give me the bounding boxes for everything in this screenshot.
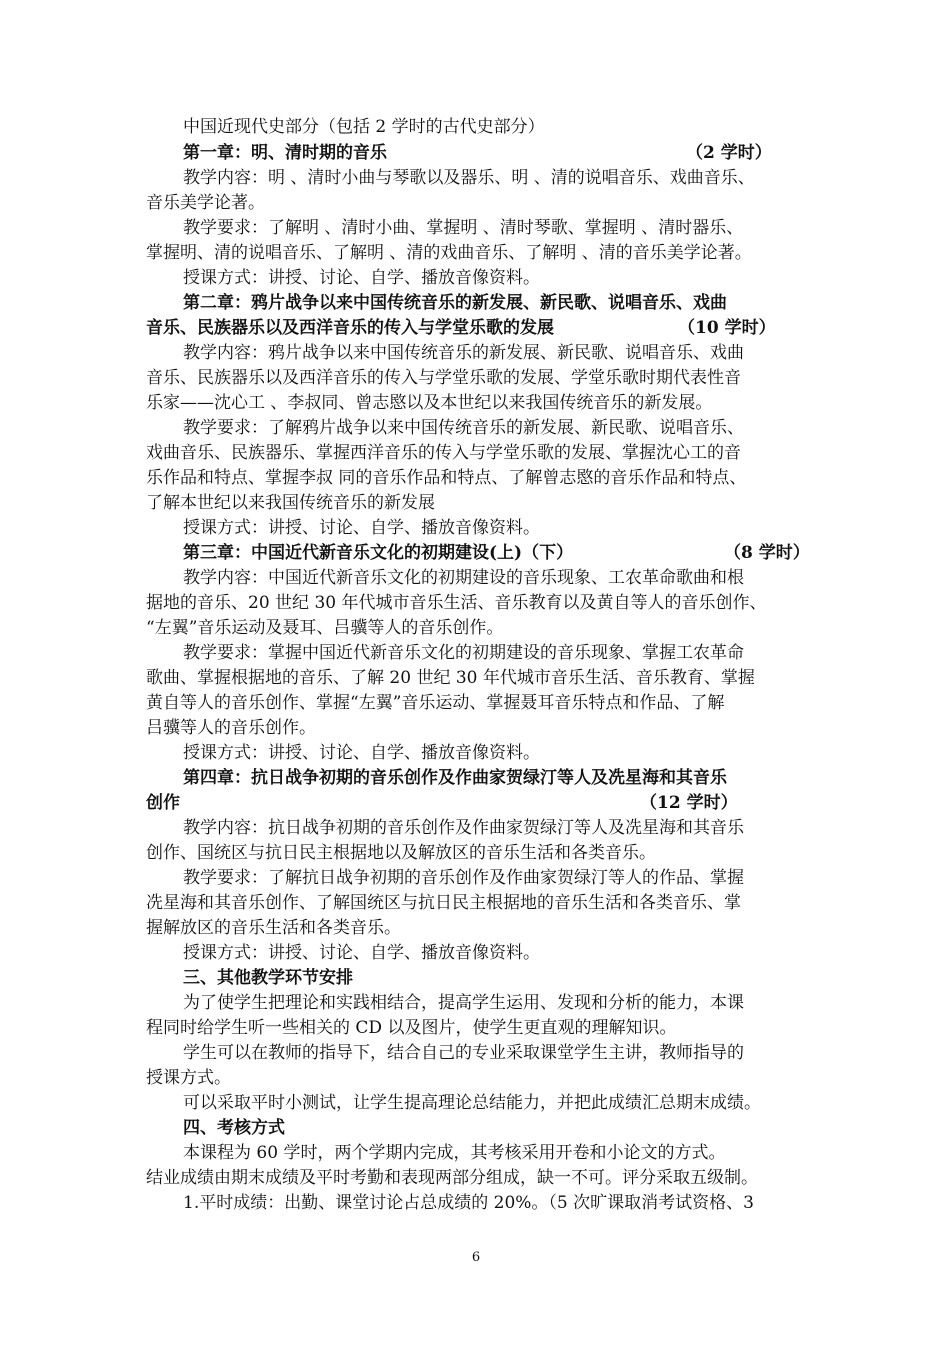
chapter-2-content-3: 乐家——沈心工 、李叔同、曾志愍以及本世纪以来我国传统音乐的新发展。 [146, 393, 713, 413]
chapter-4-heading-1: 第四章：抗日战争初期的音乐创作及作曲家贺绿汀等人及冼星海和其音乐 [183, 768, 727, 788]
chapter-2-method: 授课方式：讲授、讨论、自学、播放音像资料。 [183, 518, 540, 538]
section-3-para-2b: 授课方式。 [146, 1068, 231, 1088]
section-3-para-2a: 学生可以在教师的指导下，结合自己的专业采取课堂学生主讲，教师指导的 [183, 1043, 744, 1063]
section-3-heading: 三、其他教学环节安排 [183, 968, 353, 988]
chapter-4-method: 授课方式：讲授、讨论、自学、播放音像资料。 [183, 943, 540, 963]
chapter-3-heading: 第三章：中国近代新音乐文化的初期建设(上)（下） [183, 543, 574, 563]
chapter-1-heading: 第一章：明、清时期的音乐 [183, 143, 387, 163]
section-4-para-3: 1.平时成绩：出勤、课堂讨论占总成绩的 20%。（5 次旷课取消考试资格、3 [183, 1193, 754, 1213]
chapter-3-hours: （8 学时） [724, 543, 810, 563]
chapter-3-content-3: “左翼”音乐运动及聂耳、吕骥等人的音乐创作。 [146, 618, 504, 638]
chapter-3-method: 授课方式：讲授、讨论、自学、播放音像资料。 [183, 743, 540, 763]
chapter-2-content-2: 音乐、民族器乐以及西洋音乐的传入与学堂乐歌的发展、学堂乐歌时期代表性音 [146, 368, 741, 388]
chapter-2-heading-2: 音乐、民族器乐以及西洋音乐的传入与学堂乐歌的发展 [146, 318, 554, 338]
chapter-3-content-2: 据地的音乐、20 世纪 30 年代城市音乐生活、音乐教育以及黄自等人的音乐创作、 [146, 593, 767, 613]
chapter-1-requirement-1: 教学要求：了解明 、清时小曲、掌握明 、清时琴歌、掌握明 、清时器乐、 [183, 218, 744, 238]
chapter-3-content-1: 教学内容：中国近代新音乐文化的初期建设的音乐现象、工农革命歌曲和根 [183, 568, 744, 588]
chapter-1-content-2: 音乐美学论著。 [146, 193, 265, 213]
chapter-2-heading-1: 第二章：鸦片战争以来中国传统音乐的新发展、新民歌、说唱音乐、戏曲 [183, 293, 727, 313]
chapter-3-requirement-1: 教学要求：掌握中国近代新音乐文化的初期建设的音乐现象、掌握工农革命 [183, 643, 744, 663]
section-3-para-3: 可以采取平时小测试，让学生提高理论总结能力，并把此成绩汇总期末成绩。 [183, 1093, 761, 1113]
chapter-2-content-1: 教学内容：鸦片战争以来中国传统音乐的新发展、新民歌、说唱音乐、戏曲 [183, 343, 744, 363]
section-4-heading: 四、考核方式 [183, 1118, 285, 1138]
chapter-1-method: 授课方式：讲授、讨论、自学、播放音像资料。 [183, 268, 540, 288]
section-4-para-1: 本课程为 60 学时，两个学期内完成，其考核采用开卷和小论文的方式。 [183, 1143, 726, 1163]
chapter-2-requirement-1: 教学要求：了解鸦片战争以来中国传统音乐的新发展、新民歌、说唱音乐、 [183, 418, 744, 438]
chapter-2-hours: （10 学时） [678, 318, 776, 338]
chapter-1-hours: （2 学时） [686, 143, 772, 163]
chapter-4-requirement-3: 握解放区的音乐生活和各类音乐。 [146, 918, 401, 938]
chapter-4-requirement-2: 冼星海和其音乐创作、了解国统区与抗日民主根据地的音乐生活和各类音乐、掌 [146, 893, 741, 913]
chapter-3-requirement-4: 吕骥等人的音乐创作。 [146, 718, 316, 738]
section-4-para-2: 结业成绩由期末成绩及平时考勤和表现两部分组成，缺一不可。评分采取五级制。 [146, 1168, 758, 1188]
section-3-para-1b: 程同时给学生听一些相关的 CD 以及图片，使学生更直观的理解知识。 [146, 1018, 677, 1038]
chapter-4-hours: （12 学时） [640, 793, 738, 813]
chapter-4-content-1: 教学内容：抗日战争初期的音乐创作及作曲家贺绿汀等人及冼星海和其音乐 [183, 818, 744, 838]
chapter-3-requirement-3: 黄自等人的音乐创作、掌握“左翼”音乐运动、掌握聂耳音乐特点和作品、了解 [146, 693, 725, 713]
chapter-2-requirement-4: 了解本世纪以来我国传统音乐的新发展 [146, 493, 435, 513]
section-3-para-1a: 为了使学生把理论和实践相结合，提高学生运用、发现和分析的能力，本课 [183, 993, 744, 1013]
chapter-1-content-1: 教学内容：明 、清时小曲与琴歌以及器乐、明 、清的说唱音乐、戏曲音乐、 [183, 168, 755, 188]
section-title: 中国近现代史部分（包括 2 学时的古代史部分） [183, 117, 545, 137]
chapter-4-heading-2: 创作 [146, 793, 180, 813]
chapter-2-requirement-2: 戏曲音乐、民族器乐、掌握西洋音乐的传入与学堂乐歌的发展、掌握沈心工的音 [146, 443, 741, 463]
chapter-4-requirement-1: 教学要求：了解抗日战争初期的音乐创作及作曲家贺绿汀等人的作品、掌握 [183, 868, 744, 888]
page-number: 6 [471, 1250, 481, 1265]
chapter-2-requirement-3: 乐作品和特点、掌握李叔 同的音乐作品和特点、了解曾志愍的音乐作品和特点、 [146, 468, 747, 488]
chapter-1-requirement-2: 掌握明、清的说唱音乐、了解明 、清的戏曲音乐、了解明 、清的音乐美学论著。 [146, 243, 752, 263]
chapter-4-content-2: 创作、国统区与抗日民主根据地以及解放区的音乐生活和各类音乐。 [146, 843, 656, 863]
chapter-3-requirement-2: 歌曲、掌握根据地的音乐、了解 20 世纪 30 年代城市音乐生活、音乐教育、掌握 [146, 668, 755, 688]
